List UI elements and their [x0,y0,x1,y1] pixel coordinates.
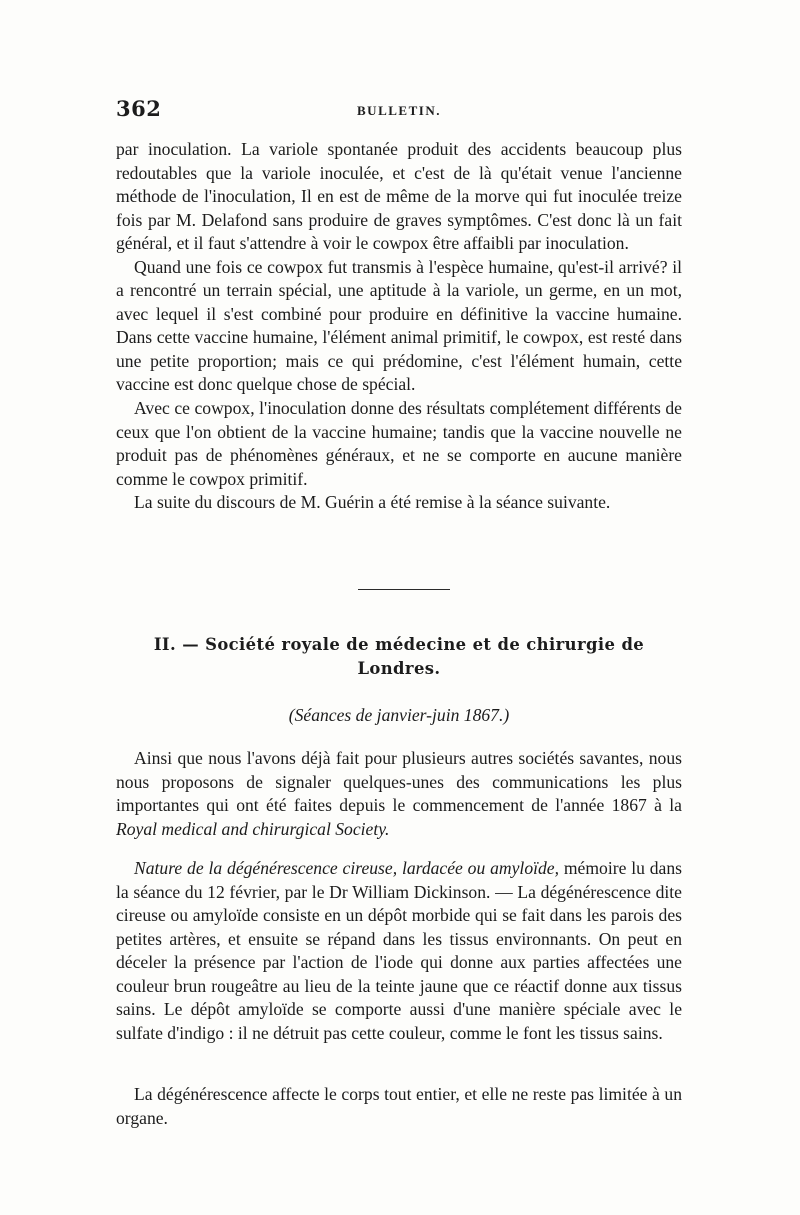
section-title: Société royale de médecine et de chirurgie de Londres. [205,635,645,678]
nature-text: mémoire lu dans la séance du 12 février, par le Dr William Dickinson. — La dégénérescence dite cireuse ou amyloïde consiste en un dépôt morbide qui se fait dans les parois des petites artères, et ensuite se répand dans les tissus environnants. On peut en déceler la présence par l'action de l'iode qui donne aux parties affectées une couleur brun rougeâtre au lieu de la teinte jaune que ce réactif donne aux tissus sains. Le dépôt amyloïde se comporte aussi d'une manière spéciale avec le sulfate d'indigo : il ne détruit pas cette couleur, comme le font les tissus sains. [116,858,683,1043]
nature-block [116,857,682,1045]
paragraph-nature [116,857,682,1045]
last-block [116,1083,682,1130]
intro-text: Ainsi que nous l'avons déjà fait pour plusieurs autres sociétés savantes, nous nous proposons de signaler quelques-unes des communications les plus importantes qui ont été faites depuis le commencement de l'année 1867 à la [116,748,682,816]
page-header [116,96,682,126]
running-head: BULLETIN. [357,103,441,118]
sessions-subtitle [116,703,682,727]
society-name: Royal medical and chirurgical Society. [116,818,390,839]
paragraph-cowpox-transmis: Quand une fois ce cowpox fut transmis à l'espèce humaine, qu'est-il arrivé? il a rencontré un terrain spécial, une aptitude à la variole, un germe, en un mot, avec lequel il s'est combiné pour produire en définitive la vaccine humaine. Dans cette vaccine humaine, l'élément animal primitif, le cowpox, est resté dans une petite proportion; mais ce qui prédomine, c'est l'élément humain, cette vaccine est donc quelque chose de spécial. [116,256,682,395]
section-heading [116,633,682,681]
paragraph-suite-discours: La suite du discours de M. Guérin a été remise à la séance suivante. [134,492,611,513]
nature-title: Nature de la dégénérescence cireuse, lardacée ou amyloïde, [134,858,560,878]
top-text-block [116,138,682,515]
page-number: 362 [116,96,162,121]
sessions-dates: (Séances de janvier-juin 1867.) [288,705,510,725]
section-divider [358,589,450,590]
section-number: II. — [153,635,199,654]
paragraph-degenerescence: La dégénérescence affecte le corps tout entier, et elle ne reste pas limitée à un organe. [116,1084,682,1128]
paragraph-resultats: Avec ce cowpox, l'inoculation donne des résultats complétement différents de ceux que l'on obtient de la vaccine humaine; tandis que la vaccine nouvelle ne produit pas de phénomènes généraux, et ne se comporte en aucune manière comme le cowpox primitif. [116,398,682,489]
paragraph-intro [116,747,682,841]
intro-block [116,747,682,841]
paragraph-inoculation: par inoculation. La variole spontanée produit des accidents beaucoup plus redoutables que la variole inoculée, et c'est de là qu'était venue l'ancienne méthode de l'inoculation, Il en est de même de la morve qui fut inoculée treize fois par M. Delafond sans produire de graves symptômes. C'est donc là un fait général, et il faut s'attendre à voir le cowpox être affaibli par inoculation. [116,139,682,254]
